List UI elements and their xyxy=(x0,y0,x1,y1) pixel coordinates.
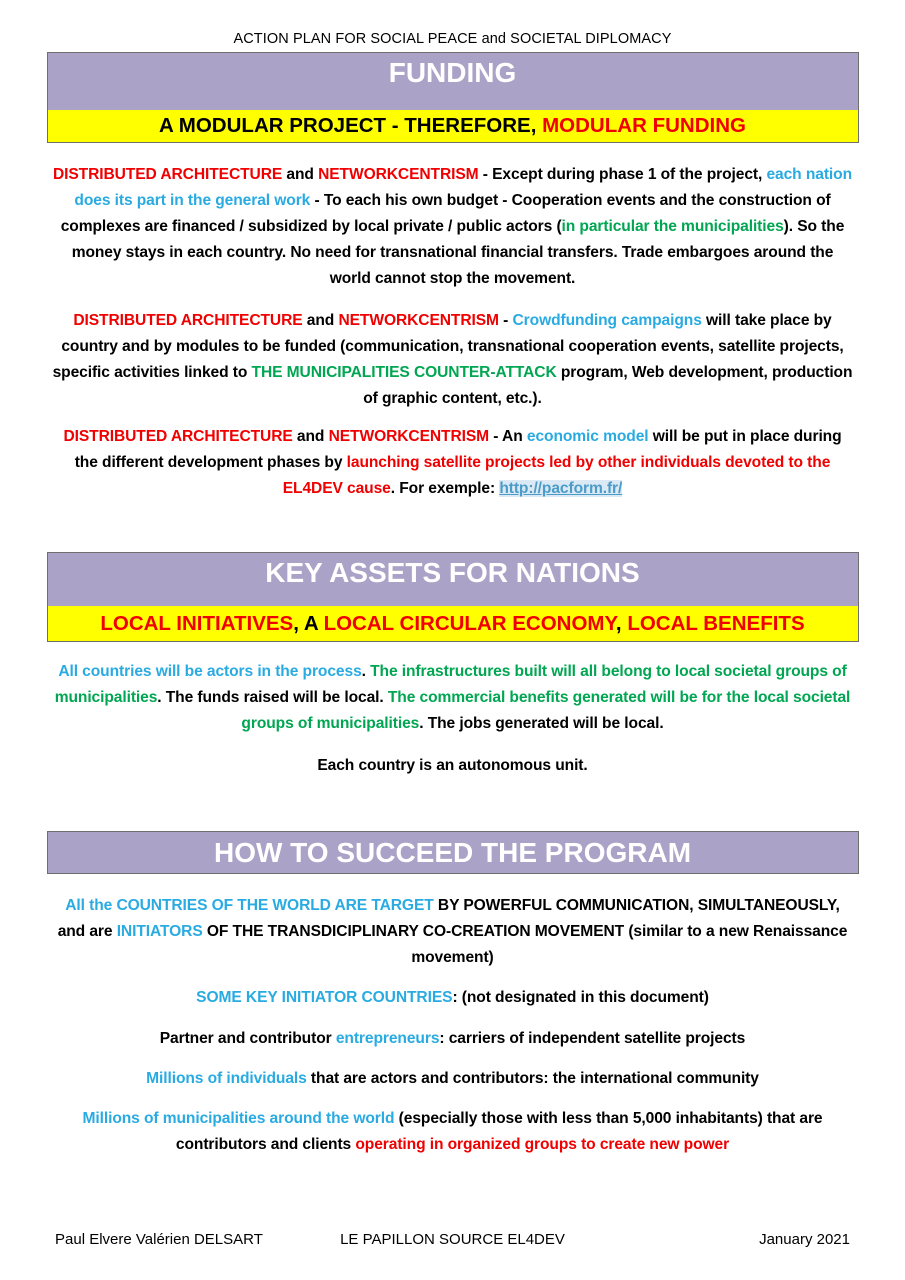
text-run: : carriers of independent satellite projects xyxy=(439,1030,746,1047)
text-run: Millions of municipalities around the world xyxy=(82,1110,395,1127)
text-run: . The jobs generated will be local. xyxy=(419,715,664,732)
footer-project: LE PAPILLON SOURCE EL4DEV xyxy=(340,1231,565,1248)
text-run: entrepreneurs xyxy=(335,1030,440,1047)
text-run: All the COUNTRIES OF THE WORLD ARE TARGET xyxy=(65,897,434,914)
how-to-succeed-paragraph-3 xyxy=(47,1026,859,1052)
text-run: and xyxy=(282,166,319,183)
text-run: . The funds raised will be local. xyxy=(157,689,388,706)
text-run: . For exemple: xyxy=(390,480,500,497)
text-run: in particular the municipalities xyxy=(561,218,784,235)
text-run: LOCAL BENEFITS xyxy=(627,612,805,635)
text-run: Crowdfunding campaigns xyxy=(512,312,702,329)
text-run: NETWORKCENTRISM xyxy=(328,428,490,445)
text-run: NETWORKCENTRISM xyxy=(318,166,479,183)
text-run: will be put in place during the different development phases by xyxy=(74,428,842,471)
text-run: operating in organized groups to create new power xyxy=(355,1136,730,1153)
text-run: DISTRIBUTED ARCHITECTURE xyxy=(63,428,293,445)
how-to-succeed-paragraph-5 xyxy=(47,1106,859,1158)
text-run: , A xyxy=(293,612,324,635)
key-assets-paragraph-1 xyxy=(47,659,859,737)
pacform-link[interactable]: http://pacform.fr/ xyxy=(499,480,623,497)
text-run: ). So the money stays in each country. No need for transnational financial transfers. Trade embargoes around the world cannot stop the movement. xyxy=(71,218,845,287)
text-run: program, Web development, production of graphic content, etc.). xyxy=(363,364,853,407)
text-run: : (not designated in this document) xyxy=(452,989,709,1006)
funding-banner-title: FUNDING xyxy=(48,53,858,110)
text-run: MODULAR FUNDING xyxy=(542,114,746,137)
how-to-succeed-banner-title: HOW TO SUCCEED THE PROGRAM xyxy=(48,832,858,873)
section-banner-key-assets xyxy=(47,552,859,642)
text-run: , xyxy=(615,612,628,635)
text-run: All countries will be actors in the process xyxy=(58,663,362,680)
text-run: and xyxy=(302,312,339,329)
text-run: Each country is an autonomous unit. xyxy=(317,757,588,774)
page-footer xyxy=(55,1231,850,1248)
text-run: - xyxy=(498,312,513,329)
how-to-succeed-paragraph-1 xyxy=(47,893,859,971)
text-run: Partner and contributor xyxy=(159,1030,336,1047)
text-run: NETWORKCENTRISM xyxy=(338,312,499,329)
text-run: LOCAL INITIATIVES xyxy=(100,612,294,635)
text-run: (especially those with less than 5,000 inhabitants) that are contributors and clients xyxy=(175,1110,823,1153)
text-run: A MODULAR PROJECT - THEREFORE, xyxy=(159,114,543,137)
key-assets-banner-subtitle xyxy=(48,606,858,641)
section-banner-funding xyxy=(47,52,859,143)
footer-author: Paul Elvere Valérien DELSART xyxy=(55,1231,263,1248)
key-assets-banner-title: KEY ASSETS FOR NATIONS xyxy=(48,553,858,606)
funding-paragraph-1 xyxy=(47,162,859,292)
text-run: will take place by country and by modules to be funded (communication, transnational cooperation events, satellite projects, specific activities linked to xyxy=(52,312,844,381)
text-run: each nation does its part in the general work xyxy=(74,166,853,209)
document-content xyxy=(47,52,859,1158)
text-run: SOME KEY INITIATOR COUNTRIES xyxy=(196,989,453,1006)
how-to-succeed-paragraph-2 xyxy=(47,985,859,1011)
text-run: - To each his own budget - Cooperation events and the construction of complexes are financed / subsidized by local private / public actors ( xyxy=(60,192,831,235)
text-run: economic model xyxy=(526,428,649,445)
funding-paragraph-2 xyxy=(47,308,859,412)
text-run: DISTRIBUTED ARCHITECTURE xyxy=(52,166,283,183)
text-run: Millions of individuals xyxy=(146,1070,307,1087)
funding-banner-subtitle xyxy=(48,110,858,142)
footer-date: January 2021 xyxy=(759,1231,850,1248)
text-run: BY POWERFUL COMMUNICATION, SIMULTANEOUSLY, and are xyxy=(57,897,840,940)
text-run: that are actors and contributors: the international community xyxy=(306,1070,759,1087)
text-run: - An xyxy=(489,428,527,445)
text-run: launching satellite projects led by other individuals devoted to the EL4DEV cause xyxy=(282,454,831,497)
text-run: The infrastructures built will all belong to local societal groups of municipalities xyxy=(54,663,847,706)
text-run: OF THE TRANSDICIPLINARY CO-CREATION MOVEMENT (similar to a new Renaissance movement) xyxy=(202,923,848,966)
text-run: DISTRIBUTED ARCHITECTURE xyxy=(73,312,303,329)
how-to-succeed-paragraph-4 xyxy=(47,1066,859,1092)
section-banner-how-to-succeed xyxy=(47,831,859,874)
funding-paragraph-3 xyxy=(47,424,859,502)
key-assets-paragraph-2 xyxy=(47,753,859,779)
text-run: and xyxy=(292,428,329,445)
text-run: The commercial benefits generated will be for the local societal groups of municipalities xyxy=(241,689,851,732)
text-run: THE MUNICIPALITIES COUNTER-ATTACK xyxy=(251,364,557,381)
document-header-title: ACTION PLAN FOR SOCIAL PEACE and SOCIETAL DIPLOMACY xyxy=(233,31,672,47)
text-run: INITIATORS xyxy=(116,923,203,940)
text-run: - Except during phase 1 of the project, xyxy=(478,166,767,183)
text-run: . xyxy=(361,663,371,680)
text-run: LOCAL CIRCULAR ECONOMY xyxy=(323,612,616,635)
